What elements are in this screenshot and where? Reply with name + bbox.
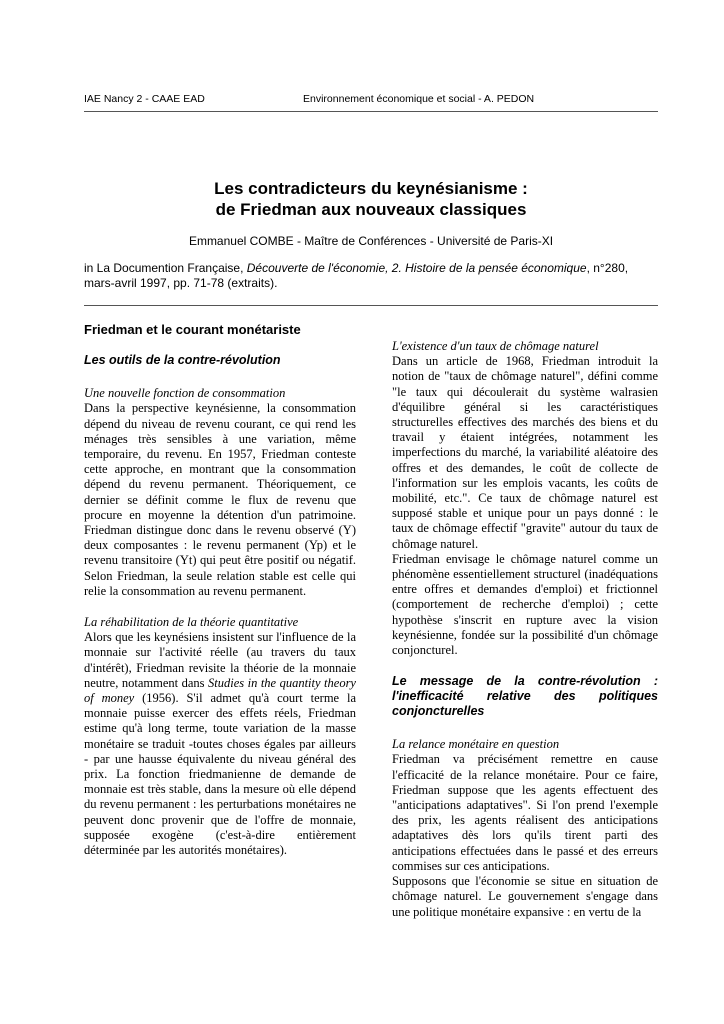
header-right: Environnement économique et social - A. PEDON	[303, 93, 535, 105]
block2-text-b: (1956). S'il admet qu'à court terme la monnaie puisse exercer des effets réels, Friedman estime qu'à long terme, toute variation de la masse monétaire se traduit -toutes choses égales par ailleurs - par une hausse équivalente du niveau général des prix. La fonction friedmanienne de demande de monnaie est très stable, dans la mesure où elle dépend du revenu permanent : les perturbations monétaires ne peuvent donc provenir que de l'offre de monnaie, supposée exogène (c'est-à-dire entièrement déterminée par les autorités monétaires).	[84, 691, 356, 858]
block2-italic-title: Studies in the quantity theory of money	[84, 675, 356, 706]
right-column	[392, 339, 658, 920]
section-divider	[84, 305, 658, 306]
title-line-1: Les contradicteurs du keynésianisme :	[214, 179, 528, 198]
block2-title: La réhabilitation de la théorie quantitative	[84, 615, 299, 630]
citation-suffix: , n°280, mars-avril 1997, pp. 71-78 (extraits).	[84, 261, 629, 290]
right-subsection-title: Le message de la contre-révolution : l'inefficacité relative des politiques conjoncturelles	[392, 674, 658, 719]
citation-prefix: in La Documention Française,	[84, 261, 247, 275]
title-line-2: de Friedman aux nouveaux classiques	[215, 200, 527, 219]
block4-title: La relance monétaire en question	[392, 737, 560, 752]
block3-text-2: Friedman envisage le chômage naturel comme un phénomène essentiellement structurel (inadéquations entre offres et demandes d'emploi) et frictionnel (comportement de recherche d'emploi) ; cette hypothèse s'inscrit en rupture avec la vision keynésienne, fondée sur la possibilité d'un chômage conjoncturel.	[392, 551, 658, 658]
block4-text-1: Friedman va précisément remettre en cause l'efficacité de la relance monétaire. Pour ce faire, Friedman suppose que les agents effectuent des "anticipations adaptatives". Si l'on prend l'exemple des prix, les agents réalisent des anticipations adaptatives dès lors qu'ils tirent parti des anticipations effectuées dans le passé et des erreurs commises sur ces anticipations.	[392, 752, 658, 873]
citation-italic: Découverte de l'économie, 2. Histoire de la pensée économique	[246, 261, 587, 275]
article-title	[84, 178, 658, 220]
header-left: IAE Nancy 2 - CAAE EAD	[84, 93, 205, 105]
left-column	[84, 322, 356, 858]
subsection-title: Les outils de la contre-révolution	[84, 353, 281, 368]
block1-title: Une nouvelle fonction de consommation	[84, 386, 286, 401]
block1-text: Dans la perspective keynésienne, la consommation dépend du niveau de revenu courant, ce qui rend les ménages très sensibles à une variation, même temporaire, du revenu. En 1957, Friedman conteste cette approche, en montrant que la consommation dépend du revenu permanent. Théoriquement, ce dernier se définit comme le flux de revenu que procure en moyenne la détention d'un patrimoine. Friedman distingue donc dans le revenu observé (Y) deux composantes : le revenu permanent (Yp) et le revenu transitoire (Yt) qui peut être positif ou négatif. Selon Friedman, la seule relation stable est celle qui relie la consommation au revenu permanent.	[84, 401, 356, 598]
block2-text-a: Alors que les keynésiens insistent sur l'influence de la monnaie sur l'activité réelle (au travers du taux d'intérêt), Friedman revisite la théorie de la monnaie neutre, notamment dans	[84, 630, 356, 690]
author-line: Emmanuel COMBE - Maître de Conférences - Université de Paris-XI	[188, 234, 554, 248]
header-divider	[84, 111, 658, 112]
block3-text-1: Dans un article de 1968, Friedman introduit la notion de "taux de chômage naturel", défini comme "le taux qui découlerait du système walrasien d'équilibre général si les caractéristiques structurelles effectives des marchés des biens et du travail y étaient intégrées, notamment les imperfections du marché, la variabilité aléatoire des offres et des demandes, le coût de collecte de l'information sur les emplois vacants, les coûts de mobilité, etc.". Ce taux de chômage naturel est supposé stable et unique pour un pays donné : le taux de chômage effectif "gravite" autour du taux de chômage naturel.	[392, 354, 658, 551]
source-citation	[84, 261, 658, 291]
block4-text-2: Supposons que l'économie se situe en situation de chômage naturel. Le gouvernement s'engage dans une politique monétaire expansive : en vertu de la	[392, 874, 658, 919]
section-title: Friedman et le courant monétariste	[84, 322, 301, 337]
block3-title: L'existence d'un taux de chômage naturel	[392, 339, 599, 353]
block2-text	[84, 630, 356, 858]
